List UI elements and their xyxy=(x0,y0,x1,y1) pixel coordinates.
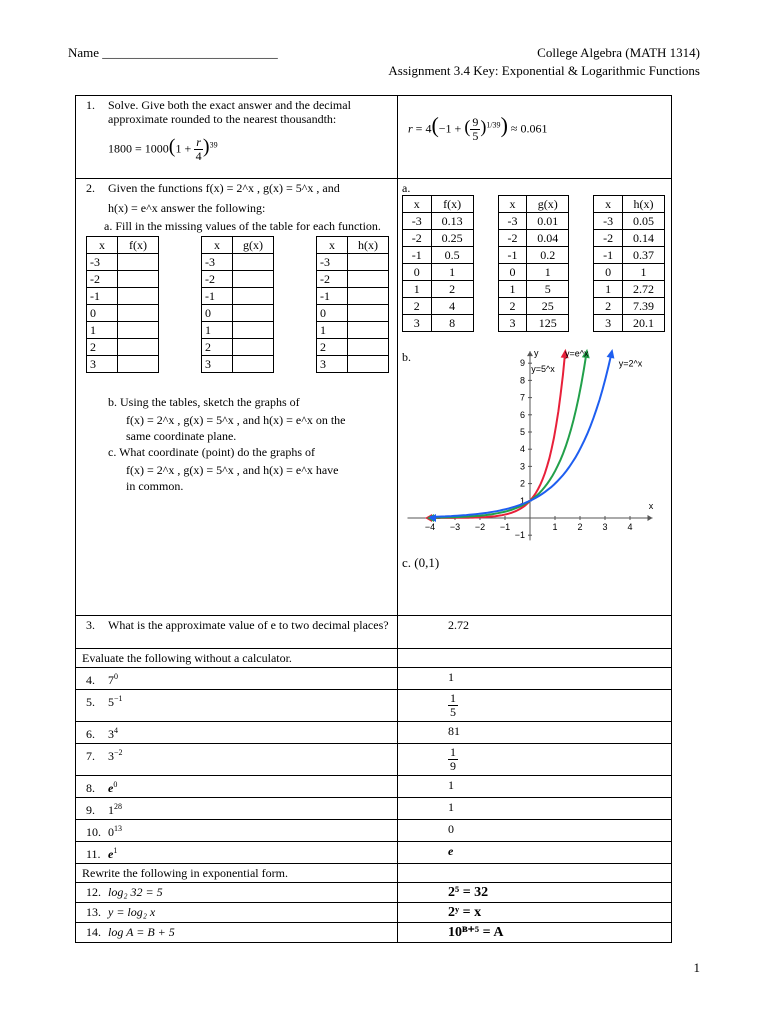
table-row xyxy=(202,339,274,356)
table-row xyxy=(202,356,274,373)
table-row xyxy=(594,298,665,315)
table-row xyxy=(403,264,474,281)
blank-cell xyxy=(348,339,389,356)
item-number: 9. xyxy=(86,803,95,817)
evaluate-row xyxy=(76,798,672,820)
evaluate-question xyxy=(76,842,398,864)
y-tick-label: 4 xyxy=(519,444,525,455)
table-header-row xyxy=(317,237,389,254)
table-row xyxy=(87,271,159,288)
x-tick-label: −1 xyxy=(499,522,511,532)
part-c-text: c. What coordinate (point) do the graphs of xyxy=(108,445,316,459)
value-cell: 1 xyxy=(431,264,473,281)
answer-value-table xyxy=(593,195,665,332)
table-row xyxy=(403,230,474,247)
y-tick-label: 6 xyxy=(519,409,525,420)
exponent: −2 xyxy=(114,748,123,757)
evaluate-question xyxy=(76,798,398,820)
y-tick-label: 3 xyxy=(519,461,525,472)
question-row-1 xyxy=(76,96,672,179)
table-row xyxy=(87,254,159,271)
rewrite-question xyxy=(76,883,398,903)
base: 1 xyxy=(108,803,114,817)
x-cell: 0 xyxy=(403,264,432,281)
x-cell: 1 xyxy=(498,281,527,298)
x-cell: -3 xyxy=(403,213,432,230)
evaluate-question xyxy=(76,820,398,842)
table-row xyxy=(202,322,274,339)
x-cell: -3 xyxy=(317,254,348,271)
item-number: 10. xyxy=(86,825,101,839)
section-row xyxy=(76,864,672,883)
table-row xyxy=(317,254,389,271)
exponent: 0 xyxy=(114,672,118,681)
table-row xyxy=(317,305,389,322)
numerator: 1 xyxy=(450,691,456,705)
table-row xyxy=(594,230,665,247)
exponent: 13 xyxy=(114,824,122,833)
evaluate-answer xyxy=(398,668,672,690)
evaluate-row xyxy=(76,690,672,722)
section-heading: Rewrite the following in exponential form. xyxy=(76,864,398,883)
evaluate-row xyxy=(76,722,672,744)
answer-value-table xyxy=(498,195,570,332)
answer-tables xyxy=(402,195,665,332)
item-number: 12. xyxy=(86,885,101,899)
x-cell: -2 xyxy=(202,271,233,288)
table-row xyxy=(317,288,389,305)
x-cell: 3 xyxy=(317,356,348,373)
value-cell: 0.04 xyxy=(527,230,569,247)
blank-cell xyxy=(118,271,159,288)
table-row xyxy=(202,254,274,271)
x-cell: 1 xyxy=(87,322,118,339)
base: 7 xyxy=(108,673,114,687)
blank-cell xyxy=(348,305,389,322)
exponent: 1 xyxy=(113,846,118,855)
value-cell: 20.1 xyxy=(622,315,664,332)
assignment-table xyxy=(75,95,672,943)
x-cell: -1 xyxy=(403,247,432,264)
base: 3 xyxy=(108,727,114,741)
section-row xyxy=(76,649,672,668)
rewrite-answer xyxy=(398,883,672,903)
answer-c: c. (0,1) xyxy=(402,555,440,570)
blank-tables xyxy=(86,236,391,373)
blank-cell xyxy=(233,356,274,373)
evaluate-question xyxy=(76,744,398,776)
exponent: 0 xyxy=(113,780,118,789)
question-row-3 xyxy=(76,616,672,649)
part-a-text: a. Fill in the missing values of the table for each function. xyxy=(104,219,381,233)
column-header: g(x) xyxy=(233,237,274,254)
table-row xyxy=(594,213,665,230)
item-number: 13. xyxy=(86,905,101,919)
blank-cell xyxy=(233,271,274,288)
value-cell: 1 xyxy=(527,264,569,281)
table-row xyxy=(594,264,665,281)
denominator: 5 xyxy=(450,705,456,719)
question-text: Solve. Give both the exact answer and the decimal approximate rounded to the nearest thousandth: xyxy=(108,98,351,126)
column-header: x xyxy=(498,196,527,213)
value-cell: 125 xyxy=(527,315,569,332)
question-number: 2. xyxy=(86,181,95,195)
answer-b-label: b. xyxy=(402,350,411,364)
x-tick-label: 3 xyxy=(602,522,608,532)
part-c-text-2: f(x) = 2^x , g(x) = 5^x , and h(x) = e^x have xyxy=(126,463,339,477)
x-cell: -1 xyxy=(317,288,348,305)
item-number: 7. xyxy=(86,749,95,763)
x-cell: 2 xyxy=(594,298,623,315)
blank-cell xyxy=(348,322,389,339)
value-cell: 25 xyxy=(527,298,569,315)
section-heading: Evaluate the following without a calculator. xyxy=(76,649,398,668)
exponential-graph xyxy=(402,347,664,550)
x-cell: 0 xyxy=(317,305,348,322)
blank-cell xyxy=(233,288,274,305)
x-cell: -3 xyxy=(594,213,623,230)
x-cell: 0 xyxy=(87,305,118,322)
table-row xyxy=(594,315,665,332)
value-cell: 0.25 xyxy=(431,230,473,247)
evaluate-row xyxy=(76,842,672,864)
x-cell: 3 xyxy=(498,315,527,332)
y-tick-label: 5 xyxy=(519,427,525,437)
value-cell: 0.01 xyxy=(527,213,569,230)
x-cell: -2 xyxy=(498,230,527,247)
evaluate-question xyxy=(76,776,398,798)
question-intro-2: h(x) = e^x answer the following: xyxy=(108,201,266,215)
value-cell: 5 xyxy=(527,281,569,298)
x-cell: 2 xyxy=(498,298,527,315)
table-row xyxy=(87,305,159,322)
question-number: 3. xyxy=(86,618,95,632)
part-b-text: b. Using the tables, sketch the graphs of xyxy=(108,395,300,409)
value-table xyxy=(201,236,274,373)
table-row xyxy=(498,281,569,298)
exponential-form: 2ʸ = x xyxy=(448,905,482,920)
column-header: x xyxy=(87,237,118,254)
value-cell: 0.14 xyxy=(622,230,664,247)
blank-cell xyxy=(118,305,159,322)
exponent: 28 xyxy=(114,802,122,811)
x-tick-label: −2 xyxy=(474,522,486,532)
answer-a-label: a. xyxy=(402,181,411,195)
x-tick-label: 2 xyxy=(577,522,583,532)
answer-text: 1 xyxy=(448,778,454,792)
x-cell: 0 xyxy=(498,264,527,281)
rewrite-row xyxy=(76,883,672,903)
x-cell: 3 xyxy=(594,315,623,332)
value-table xyxy=(86,236,159,373)
blank-cell xyxy=(233,322,274,339)
value-cell: 0.5 xyxy=(431,247,473,264)
value-cell: 2.72 xyxy=(622,281,664,298)
table-row xyxy=(594,281,665,298)
x-cell: -1 xyxy=(594,247,623,264)
fraction-answer xyxy=(448,692,458,719)
answer-text: 0 xyxy=(448,822,454,836)
blank-cell xyxy=(118,322,159,339)
question-equation: 1800 = 1000(1 + $\frac{r}{4}$ )$^{39}$ xyxy=(108,135,218,163)
evaluate-row xyxy=(76,668,672,690)
x-cell: 1 xyxy=(317,322,348,339)
item-number: 6. xyxy=(86,727,95,741)
item-number: 5. xyxy=(86,695,95,709)
x-cell: 2 xyxy=(202,339,233,356)
table-row xyxy=(498,247,569,264)
evaluate-row xyxy=(76,776,672,798)
blank-cell xyxy=(118,288,159,305)
y-tick-label: −1 xyxy=(514,530,525,541)
column-header: f(x) xyxy=(431,196,473,213)
rewrite-answer xyxy=(398,923,672,943)
x-cell: -1 xyxy=(498,247,527,264)
x-tick-label: 1 xyxy=(552,522,558,532)
table-row xyxy=(317,271,389,288)
answer-value-table xyxy=(402,195,474,332)
table-row xyxy=(403,247,474,264)
x-cell: 3 xyxy=(87,356,118,373)
answer-text: 1 xyxy=(448,670,454,684)
rewrite-question xyxy=(76,903,398,923)
blank-cell xyxy=(118,339,159,356)
base: 0 xyxy=(108,825,114,839)
table-row xyxy=(498,315,569,332)
value-cell: 4 xyxy=(431,298,473,315)
evaluate-answer xyxy=(398,776,672,798)
x-cell: 2 xyxy=(317,339,348,356)
x-cell: 1 xyxy=(202,322,233,339)
table-row xyxy=(498,213,569,230)
x-cell: 0 xyxy=(202,305,233,322)
exponent: 4 xyxy=(114,726,118,735)
name-field-label: Name ___________________________ xyxy=(68,45,278,60)
table-header-row xyxy=(498,196,569,213)
column-header: x xyxy=(317,237,348,254)
table-row xyxy=(498,230,569,247)
question-text: What is the approximate value of e to two decimal places? xyxy=(108,618,389,632)
column-header: h(x) xyxy=(348,237,389,254)
exponential-form: 10ᴮ⁺⁵ = A xyxy=(448,925,504,940)
x-tick-label: 4 xyxy=(627,522,633,532)
value-cell: 0.13 xyxy=(431,213,473,230)
y-tick-label: 7 xyxy=(519,392,525,403)
blank-cell xyxy=(348,271,389,288)
item-number: 4. xyxy=(86,673,95,687)
column-header: x xyxy=(594,196,623,213)
evaluate-answer xyxy=(398,842,672,864)
series-label: y=5^x xyxy=(531,363,555,374)
item-number: 11. xyxy=(86,847,101,861)
evaluate-answer xyxy=(398,798,672,820)
y-tick-label: 2 xyxy=(519,478,525,489)
value-table xyxy=(316,236,389,373)
column-header: x xyxy=(403,196,432,213)
blank-cell xyxy=(348,356,389,373)
table-header-row xyxy=(87,237,159,254)
table-row xyxy=(403,315,474,332)
exponential-form: 2⁵ = 32 xyxy=(448,885,489,900)
exponent: −1 xyxy=(114,694,123,703)
log-expression: y = log₂ x xyxy=(108,905,156,919)
rewrite-row xyxy=(76,903,672,923)
table-row xyxy=(498,264,569,281)
x-cell: -1 xyxy=(202,288,233,305)
table-row xyxy=(403,281,474,298)
answer-text: e xyxy=(448,844,454,858)
answer-text: 1 xyxy=(448,800,454,814)
column-header: h(x) xyxy=(622,196,664,213)
table-row xyxy=(87,322,159,339)
x-cell: -3 xyxy=(87,254,118,271)
value-cell: 0.37 xyxy=(622,247,664,264)
assignment-title: Assignment 3.4 Key: Exponential & Logarithmic Functions xyxy=(388,63,700,78)
table-row xyxy=(498,298,569,315)
log-expression: log₂ 32 = 5 xyxy=(108,885,163,899)
table-row xyxy=(317,356,389,373)
base: 5 xyxy=(108,695,114,709)
x-cell: 2 xyxy=(403,298,432,315)
x-cell: -3 xyxy=(498,213,527,230)
blank-cell xyxy=(348,254,389,271)
x-cell: -2 xyxy=(594,230,623,247)
answer-value: 2.72 xyxy=(398,616,672,649)
x-tick-label: −4 xyxy=(424,522,436,532)
table-row xyxy=(403,298,474,315)
x-cell: -2 xyxy=(403,230,432,247)
series-label: y=2^x xyxy=(618,358,643,369)
column-header: g(x) xyxy=(527,196,569,213)
table-header-row xyxy=(403,196,474,213)
table-row xyxy=(202,305,274,322)
series-label: y=e^x xyxy=(565,348,589,359)
rewrite-row xyxy=(76,923,672,943)
evaluate-answer xyxy=(398,690,672,722)
evaluate-answer xyxy=(398,744,672,776)
log-expression: log A = B + 5 xyxy=(108,925,175,939)
x-cell: -2 xyxy=(87,271,118,288)
blank-cell xyxy=(118,254,159,271)
evaluate-question xyxy=(76,690,398,722)
part-b-text-3: same coordinate plane. xyxy=(126,429,237,443)
x-cell: 2 xyxy=(87,339,118,356)
page-number: 1 xyxy=(693,960,700,975)
numerator: 1 xyxy=(450,745,456,759)
table-row xyxy=(317,339,389,356)
x-cell: 1 xyxy=(403,281,432,298)
blank-cell xyxy=(233,254,274,271)
table-row xyxy=(594,247,665,264)
value-cell: 7.39 xyxy=(622,298,664,315)
table-header-row xyxy=(594,196,665,213)
y-tick-label: 1 xyxy=(519,495,525,506)
value-cell: 0.05 xyxy=(622,213,664,230)
table-row xyxy=(202,288,274,305)
item-number: 14. xyxy=(86,925,101,939)
x-cell: 1 xyxy=(594,281,623,298)
table-row xyxy=(317,322,389,339)
table-row xyxy=(202,271,274,288)
base: 3 xyxy=(108,749,114,763)
x-cell: -2 xyxy=(317,271,348,288)
x-cell: -1 xyxy=(87,288,118,305)
answer-expression: r = 4(−1 + ( $\frac{9}{5}$ )$^{1/39}$) ≈ 0.061 xyxy=(408,112,548,143)
fraction-answer xyxy=(448,746,458,773)
table-header-row xyxy=(202,237,274,254)
y-tick-label: 9 xyxy=(519,358,525,369)
value-cell: 8 xyxy=(431,315,473,332)
table-row xyxy=(87,339,159,356)
evaluate-question xyxy=(76,668,398,690)
x-cell: 3 xyxy=(403,315,432,332)
blank-cell xyxy=(233,305,274,322)
denominator: 9 xyxy=(450,759,456,773)
item-number: 8. xyxy=(86,781,95,795)
question-row-2 xyxy=(76,179,672,616)
question-number: 1. xyxy=(86,98,95,112)
blank-cell xyxy=(118,356,159,373)
y-axis-label: y xyxy=(534,347,539,358)
x-tick-label: −3 xyxy=(449,522,461,532)
question-intro: Given the functions f(x) = 2^x , g(x) = 5^x , and xyxy=(108,181,340,195)
table-row xyxy=(87,288,159,305)
x-axis-arrow xyxy=(648,515,653,521)
blank-cell xyxy=(233,339,274,356)
evaluate-row xyxy=(76,820,672,842)
column-header: x xyxy=(202,237,233,254)
blank-cell xyxy=(348,288,389,305)
value-cell: 1 xyxy=(622,264,664,281)
rewrite-question xyxy=(76,923,398,943)
evaluate-answer xyxy=(398,820,672,842)
evaluate-answer xyxy=(398,722,672,744)
part-c-text-3: in common. xyxy=(126,479,184,493)
table-row xyxy=(403,213,474,230)
base: e xyxy=(108,847,114,861)
course-title: College Algebra (MATH 1314) xyxy=(537,45,700,60)
value-cell: 0.2 xyxy=(527,247,569,264)
table-row xyxy=(87,356,159,373)
column-header: f(x) xyxy=(118,237,159,254)
x-axis-label: x xyxy=(648,501,654,511)
part-b-text-2: f(x) = 2^x , g(x) = 5^x , and h(x) = e^x on the xyxy=(126,413,346,427)
x-cell: 3 xyxy=(202,356,233,373)
answer-text: 81 xyxy=(448,724,460,738)
evaluate-row xyxy=(76,744,672,776)
evaluate-question xyxy=(76,722,398,744)
base: e xyxy=(108,781,114,795)
rewrite-answer xyxy=(398,903,672,923)
value-cell: 2 xyxy=(431,281,473,298)
y-tick-label: 8 xyxy=(519,375,525,386)
x-cell: 0 xyxy=(594,264,623,281)
x-cell: -3 xyxy=(202,254,233,271)
